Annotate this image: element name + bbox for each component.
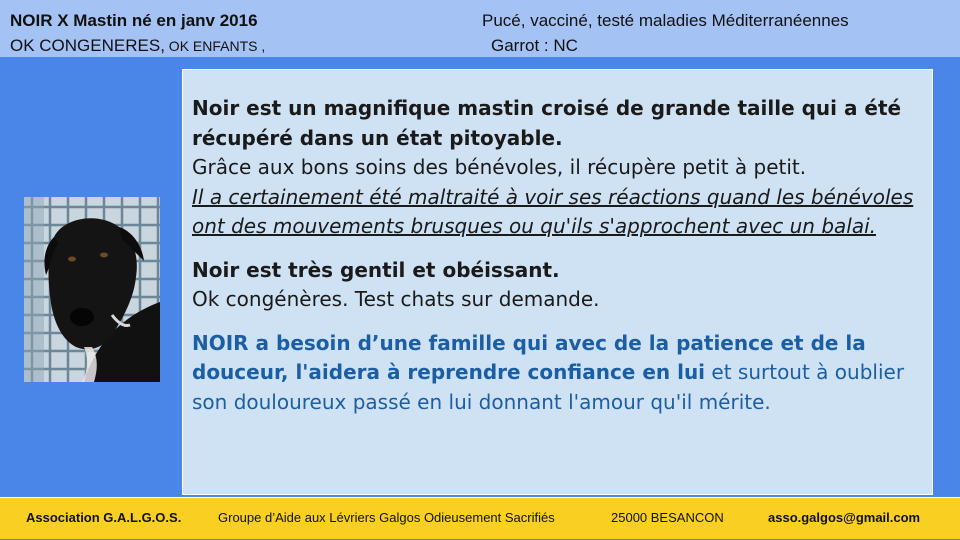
appeal-normal: et surtout à oublier son douloureux passé en lui donnant l'amour qu'il mérite. [192, 360, 905, 414]
dog-title: NOIR X Mastin né en janv 2016 [10, 11, 258, 30]
intro-bold: Noir est un magnifique mastin croisé de grande taille qui a été récupéré dans un état pitoyable. [192, 96, 902, 150]
dog-photo [24, 197, 160, 382]
temperament-paragraph [192, 256, 922, 315]
association-name: Association G.A.L.G.O.S. [26, 510, 182, 525]
association-city: 25000 BESANCON [611, 510, 724, 525]
intro-paragraph [192, 94, 922, 242]
intro-mistreatment: Il a certainement été maltraité à voir ses réactions quand les bénévoles ont des mouvements brusques ou qu'ils s'approchent avec un balai. [192, 184, 914, 238]
description-box [182, 69, 933, 495]
temperament-bold: Noir est très gentil et obéissant. [192, 257, 560, 282]
header-band [0, 0, 960, 57]
temperament-normal: Ok congénères. Test chats sur demande. [192, 287, 600, 311]
intro-recovery: Grâce aux bons soins des bénévoles, il récupère petit à petit. [192, 155, 807, 179]
compat-congeneres: OK CONGENERES, [10, 36, 165, 55]
health-status: Pucé, vacciné, testé maladies Méditerranéennes [482, 11, 849, 30]
compatibility-line [10, 36, 265, 56]
association-email[interactable]: asso.galgos@gmail.com [768, 510, 921, 525]
footer-band [0, 497, 960, 539]
appeal-paragraph [192, 329, 922, 418]
association-full-name: Groupe d’Aide aux Lévriers Galgos Odieusement Sacrifiés [218, 510, 555, 525]
withers-height: Garrot : NC [491, 36, 578, 55]
compat-enfants: OK ENFANTS , [164, 38, 266, 54]
appeal-bold: NOIR a besoin d’une famille qui avec de la patience et de la douceur, l'aidera à reprendre confiance en lui [192, 330, 866, 384]
